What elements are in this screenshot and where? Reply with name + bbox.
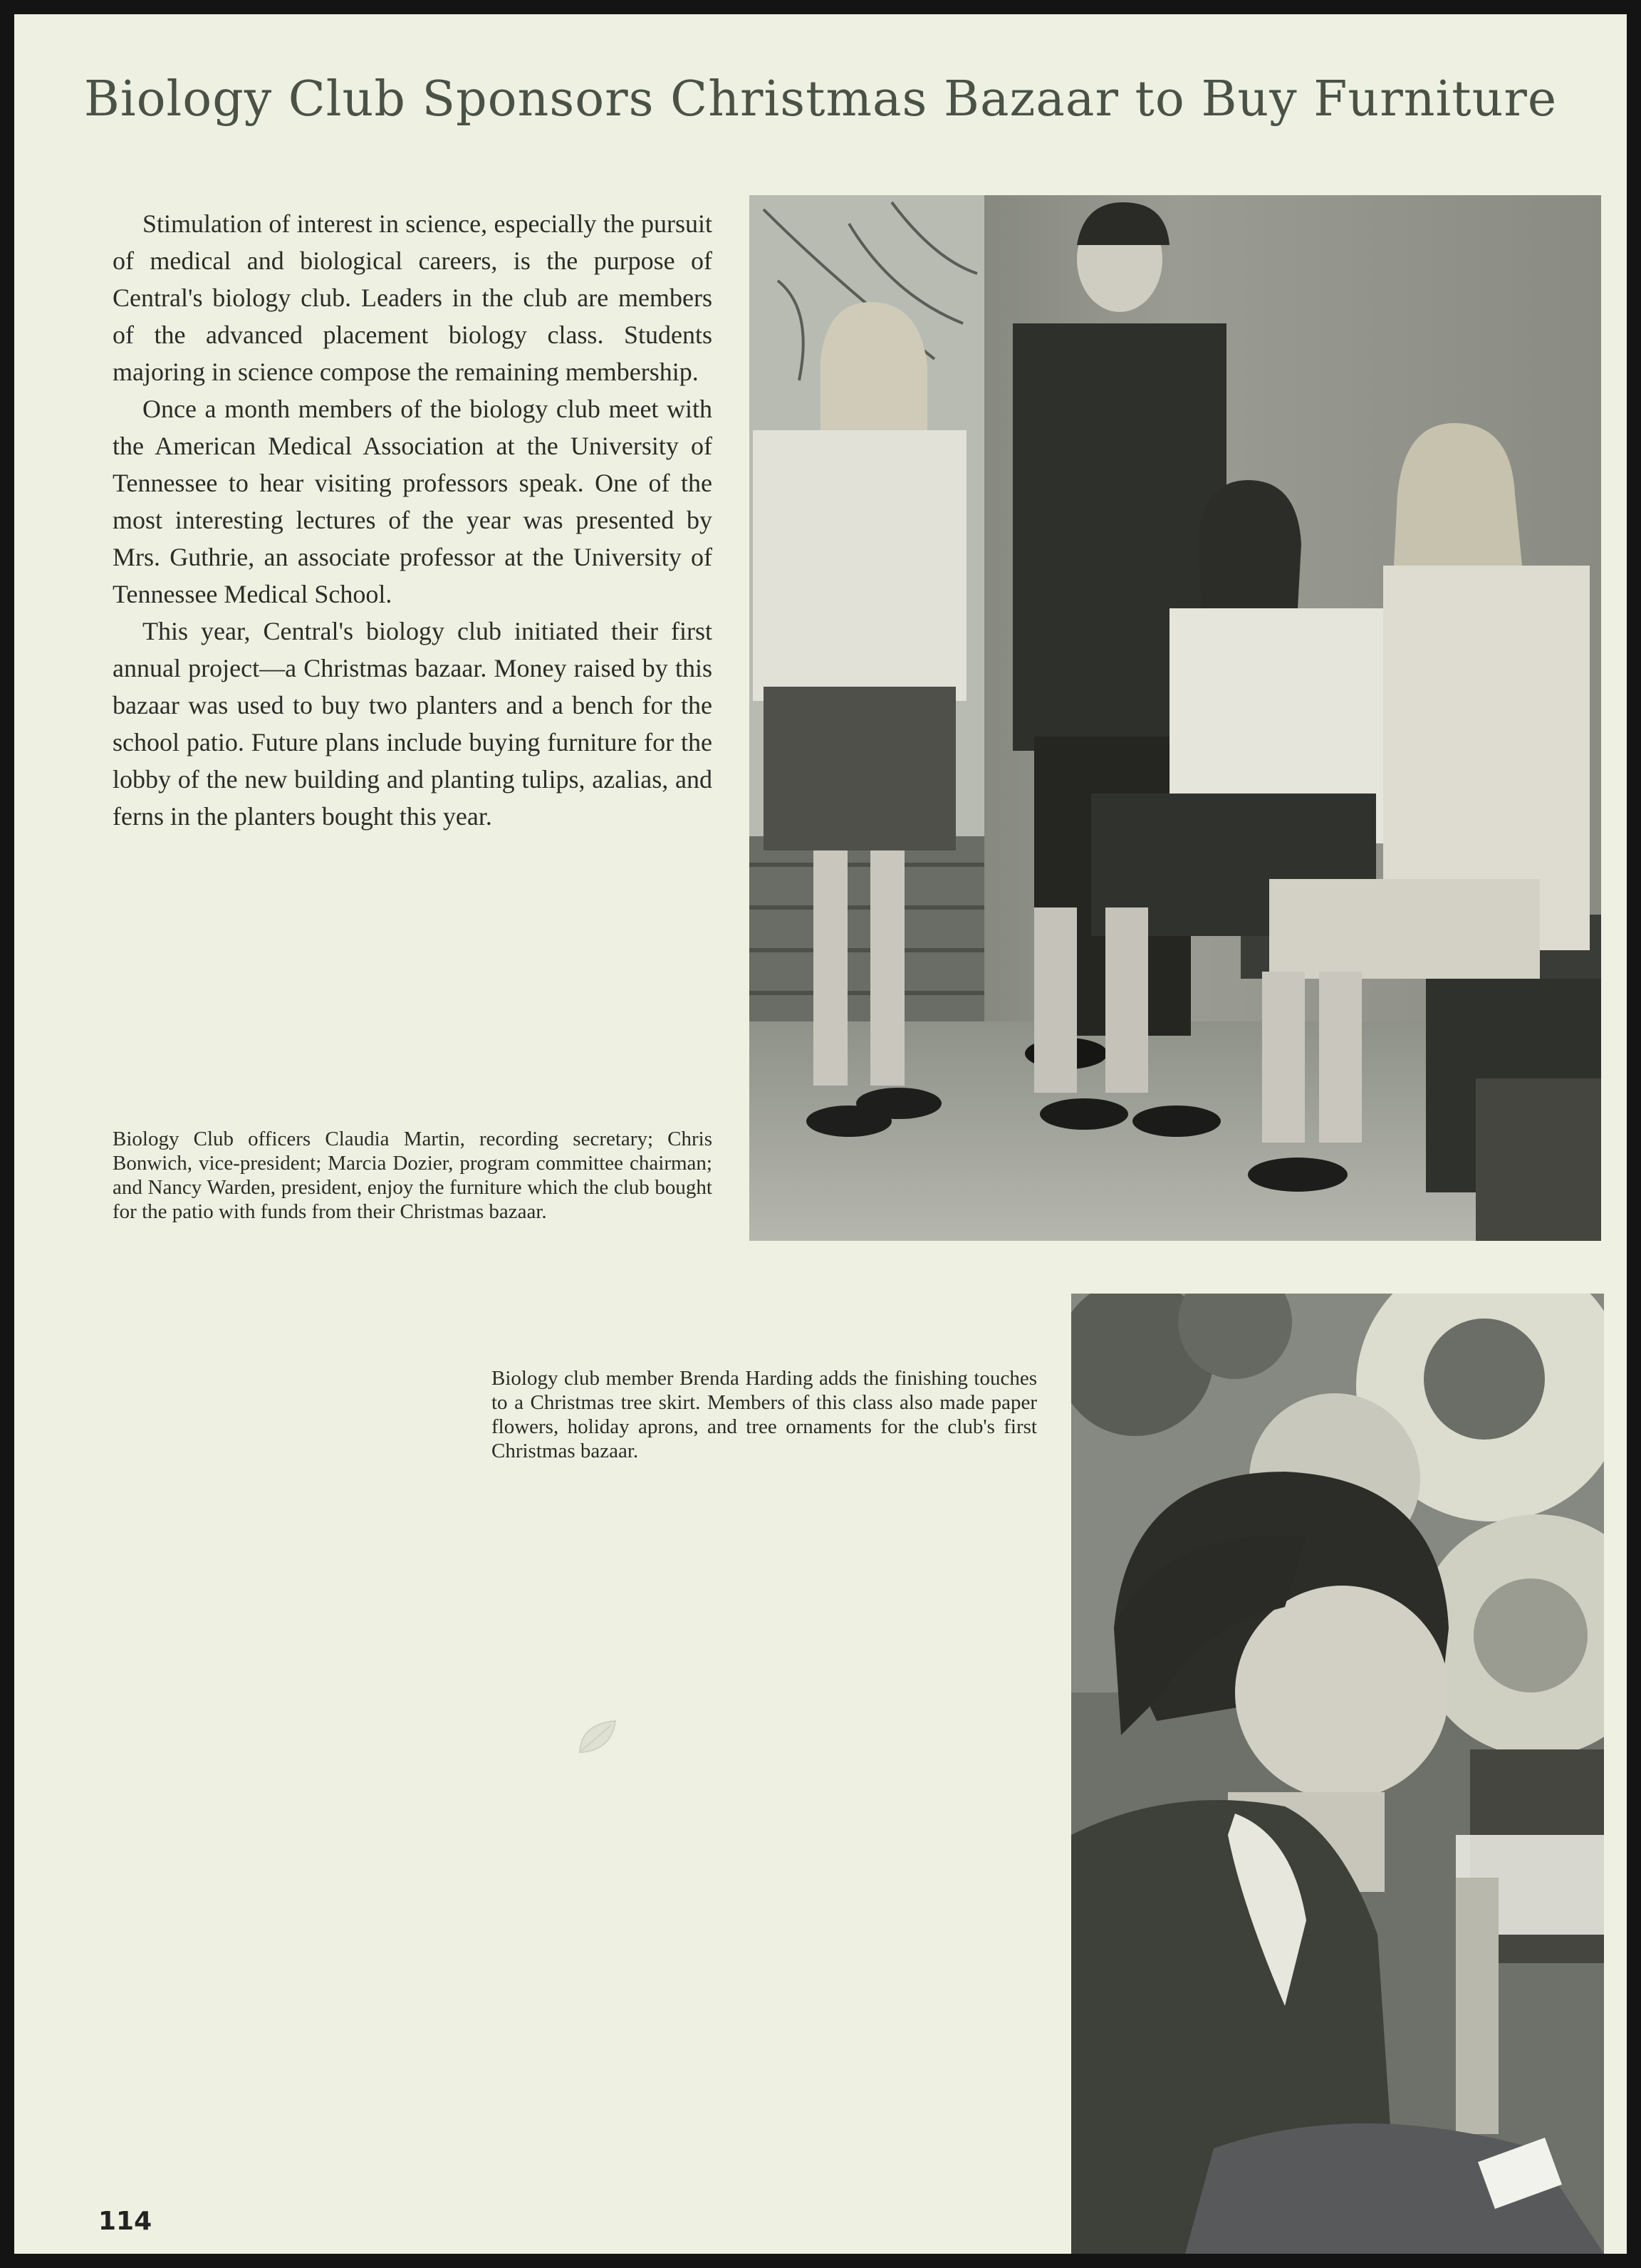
leaf-icon [575,1717,618,1757]
page-number: 114 [98,2207,152,2236]
officers-photo [749,195,1601,1241]
paragraph-3: This year, Central's biology club initiated their first annual project—a Christmas bazaar. Money raised by this bazaar was used to buy two planters and a bench for the school patio. Future plans include buying furniture for the lobby of the new building and planting tulips, azalias, and ferns in the planters bought this year. [113,617,712,831]
group-photo-icon [749,195,1601,1241]
officers-caption: Biology Club officers Claudia Martin, recording secretary; Chris Bonwich, vice-president; Marcia Dozier, program committee chairman; and Nancy Warden, president, enjoy the furniture which the club bought for the patio with funds from their Christmas bazaar. [113,1128,712,1223]
harding-caption: Biology club member Brenda Harding adds the finishing touches to a Christmas tree skirt. Members of this class also made paper flowers, holiday aprons, and tree ornaments for the club's first Christmas bazaar. [491,1367,1037,1462]
paragraph-2: Once a month members of the biology club meet with the American Medical Association at the University of Tennessee to hear visiting professors speak. One of the most interesting lectures of the year was presented by Mrs. Guthrie, an associate professor at the University of Tennessee Medical School. [113,395,712,608]
yearbook-page [14,14,1627,2254]
harding-photo [1071,1294,1604,2254]
student-photo-icon [1071,1294,1604,2254]
headline: Biology Club Sponsors Christmas Bazaar to Buy Furniture [83,71,1558,128]
article-body [113,205,712,835]
paragraph-1: Stimulation of interest in science, especially the pursuit of medical and biological careers, is the purpose of Central's biology club. Leaders in the club are members of the advanced placement biology class. Students majoring in science compose the remaining membership. [113,209,712,386]
